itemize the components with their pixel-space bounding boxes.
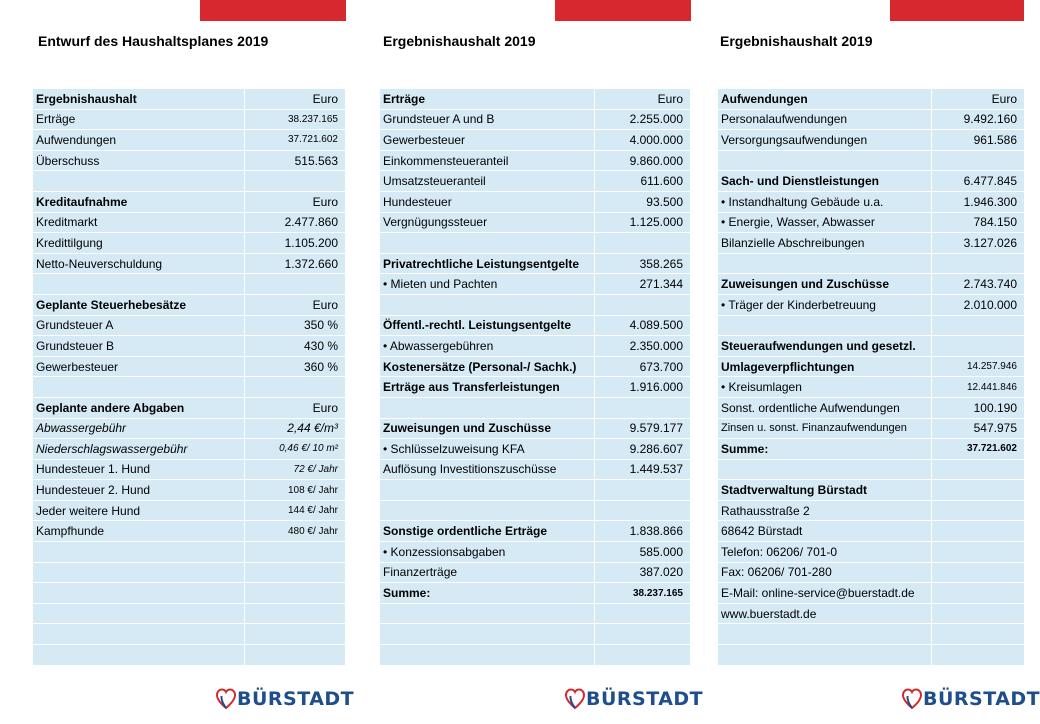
row-value: 547.975 [973, 421, 1017, 436]
table-row [33, 604, 345, 625]
table-row [33, 316, 345, 337]
table-row [380, 254, 690, 275]
table-row [718, 460, 1024, 481]
table-row [380, 604, 690, 625]
row-label [380, 501, 595, 521]
row-label: Versorgungsaufwendungen [718, 130, 932, 150]
row-value: 2.350.000 [629, 338, 683, 353]
row-label [718, 645, 932, 665]
table-row [380, 274, 690, 295]
row-value: 14.257.946 [966, 361, 1017, 373]
row-label: Gewerbesteuer [33, 357, 245, 377]
row-value: Euro [657, 91, 683, 106]
row-value: 9.579.177 [629, 421, 683, 436]
row-value: 38.237.165 [632, 587, 683, 599]
row-value: 2.743.740 [963, 277, 1017, 292]
row-value [595, 645, 690, 665]
row-value: 2.255.000 [629, 112, 683, 127]
row-label: 68642 Bürstadt [718, 521, 932, 541]
heart-logo-icon [902, 687, 922, 711]
table-row [33, 419, 345, 440]
row-label [33, 563, 245, 583]
row-value: Euro [312, 297, 338, 312]
table-row [718, 624, 1024, 645]
row-label: Summe: [718, 439, 932, 459]
table-row [380, 316, 690, 337]
row-label: Kostenersätze (Personal-/ Sachk.) [380, 357, 595, 377]
table-row [33, 480, 345, 501]
table-row [718, 563, 1024, 584]
row-value: 144 €/ Jahr [287, 505, 338, 517]
row-label: Geplante andere Abgaben [33, 398, 245, 418]
row-value [245, 377, 345, 397]
table-row [718, 542, 1024, 563]
row-value: 358.265 [639, 256, 683, 271]
row-value: 387.020 [639, 565, 683, 580]
table-row [33, 624, 345, 645]
row-label: Stadtverwaltung Bürstadt [718, 480, 932, 500]
row-value [245, 645, 345, 665]
row-value [932, 645, 1024, 665]
row-label [33, 583, 245, 603]
row-value: 611.600 [640, 174, 683, 189]
row-value: 961.586 [973, 132, 1017, 147]
row-label: Einkommensteueranteil [380, 151, 595, 171]
row-value: 1.372.660 [284, 256, 338, 271]
row-value: 784.150 [973, 215, 1017, 230]
table-row [33, 398, 345, 419]
row-label: Öffentl.-rechtl. Leistungsentgelte [380, 316, 595, 336]
table-row [33, 501, 345, 522]
row-label [33, 624, 245, 644]
row-label [33, 274, 245, 294]
table-row [718, 295, 1024, 316]
row-label: Erträge aus Transferleistungen [380, 377, 595, 397]
row-label: Umlageverpflichtungen [718, 357, 932, 377]
logo-buerstadt-right [902, 686, 1040, 712]
table-row [33, 357, 345, 378]
row-label: Aufwendungen [33, 130, 245, 150]
row-label: Zuweisungen und Zuschüsse [718, 274, 932, 294]
row-value [932, 583, 1024, 603]
table-row [718, 171, 1024, 192]
table-row [380, 151, 690, 172]
table-row [33, 583, 345, 604]
table-row [380, 110, 690, 131]
table-row [718, 213, 1024, 234]
table-row [718, 501, 1024, 522]
row-label: Grundsteuer B [33, 336, 245, 356]
row-label [380, 480, 595, 500]
table-row [380, 521, 690, 542]
row-label: Gewerbesteuer [380, 130, 595, 150]
row-value: 1.125.000 [629, 215, 683, 230]
table-row [380, 398, 690, 419]
row-value [245, 583, 345, 603]
row-value [932, 480, 1024, 500]
red-accent-bar-center [555, 0, 691, 21]
table-row [380, 357, 690, 378]
logo-buerstadt-left [216, 686, 354, 712]
row-label [380, 295, 595, 315]
row-label [718, 460, 932, 480]
row-label: Rathausstraße 2 [718, 501, 932, 521]
row-label: Sonstige ordentliche Erträge [380, 521, 595, 541]
row-label: Erträge [380, 89, 595, 109]
logo-wordmark: BÜRSTADT [923, 688, 1040, 710]
table-row [380, 213, 690, 234]
row-label: Summe: [380, 583, 595, 603]
row-label: Hundesteuer [380, 192, 595, 212]
row-value: 4.089.500 [629, 318, 683, 333]
table-row [718, 521, 1024, 542]
row-label [33, 542, 245, 562]
table-haushaltsplan [33, 89, 345, 665]
row-label [718, 151, 932, 171]
row-value: 673.700 [639, 359, 683, 374]
row-value [932, 254, 1024, 274]
row-label: Vergnügungssteuer [380, 213, 595, 233]
row-label: Umsatzsteueranteil [380, 171, 595, 191]
row-value [245, 274, 345, 294]
row-value: Euro [991, 91, 1017, 106]
row-label: Zinsen u. sonst. Finanzaufwendungen [718, 419, 932, 439]
row-value [595, 604, 690, 624]
row-value: 37.721.602 [287, 134, 338, 146]
row-value [932, 521, 1024, 541]
row-label: Privatrechtliche Leistungsentgelte [380, 254, 595, 274]
table-row [380, 295, 690, 316]
table-row [380, 377, 690, 398]
row-value: 9.492.160 [963, 112, 1017, 127]
row-label [718, 316, 932, 336]
row-value [245, 563, 345, 583]
row-label: Steueraufwendungen und gesetzl. [718, 336, 932, 356]
table-row [33, 645, 345, 666]
row-label: Jeder weitere Hund [33, 501, 245, 521]
row-label [718, 624, 932, 644]
row-label: Sonst. ordentliche Aufwendungen [718, 398, 932, 418]
table-row [33, 171, 345, 192]
row-label: Niederschlagswassergebühr [33, 439, 245, 459]
row-value: Euro [312, 91, 338, 106]
row-label: Hundesteuer 1. Hund [33, 460, 245, 480]
row-label: www.buerstadt.de [718, 604, 932, 624]
table-row [718, 357, 1024, 378]
row-value: 1.916.000 [629, 380, 683, 395]
row-value [932, 542, 1024, 562]
row-value: 72 €/ Jahr [293, 463, 338, 475]
row-label: • Schlüsselzuweisung KFA [380, 439, 595, 459]
row-value [932, 604, 1024, 624]
row-label: • Instandhaltung Gebäude u.a. [718, 192, 932, 212]
row-value: 430 % [303, 338, 338, 353]
row-value: 38.237.165 [287, 113, 338, 125]
table-row [380, 583, 690, 604]
row-label [33, 604, 245, 624]
row-value: 1.449.537 [629, 462, 683, 477]
row-value: Euro [312, 194, 338, 209]
row-label: Ergebnishaushalt [33, 89, 245, 109]
row-label [33, 171, 245, 191]
table-row [33, 233, 345, 254]
row-label: Personalaufwendungen [718, 110, 932, 130]
table-row [33, 563, 345, 584]
title-col2: Ergebnishaushalt 2019 [383, 33, 536, 49]
logo-buerstadt-center [565, 686, 703, 712]
red-accent-bar-right [890, 0, 1024, 21]
table-row [380, 192, 690, 213]
table-row [718, 192, 1024, 213]
table-row [718, 336, 1024, 357]
row-value: 12.441.846 [966, 381, 1017, 393]
table-row [718, 439, 1024, 460]
row-value [932, 624, 1024, 644]
row-value: 93.500 [646, 194, 683, 209]
logo-wordmark: BÜRSTADT [586, 688, 704, 710]
table-ertraege [380, 89, 690, 665]
row-label: • Energie, Wasser, Abwasser [718, 213, 932, 233]
row-label [380, 624, 595, 644]
table-row [718, 480, 1024, 501]
row-value: 0,46 €/ 10 m² [279, 443, 338, 455]
table-row [718, 645, 1024, 666]
row-label: Zuweisungen und Zuschüsse [380, 419, 595, 439]
table-row [718, 130, 1024, 151]
row-label: • Konzessionsabgaben [380, 542, 595, 562]
row-label: Kreditmarkt [33, 213, 245, 233]
row-value: 350 % [303, 318, 338, 333]
row-label: • Träger der Kinderbetreuung [718, 295, 932, 315]
table-row [718, 583, 1024, 604]
row-value [932, 316, 1024, 336]
row-value [245, 604, 345, 624]
table-row [718, 254, 1024, 275]
table-row [718, 89, 1024, 110]
row-label [380, 398, 595, 418]
row-value: 108 €/ Jahr [287, 484, 338, 496]
row-value: 1.946.300 [963, 194, 1017, 209]
row-label: Fax: 06206/ 701-280 [718, 563, 932, 583]
row-value: 515.563 [294, 153, 338, 168]
row-label: • Kreisumlagen [718, 377, 932, 397]
row-value [932, 151, 1024, 171]
row-value [245, 624, 345, 644]
row-label: Aufwendungen [718, 89, 932, 109]
row-value: 3.127.026 [963, 235, 1017, 250]
table-row [33, 542, 345, 563]
table-row [380, 130, 690, 151]
row-value: 360 % [303, 359, 338, 374]
table-row [718, 274, 1024, 295]
table-row [33, 110, 345, 131]
table-row [718, 377, 1024, 398]
table-row [380, 439, 690, 460]
row-value [595, 398, 690, 418]
row-value [932, 563, 1024, 583]
table-row [380, 542, 690, 563]
table-row [33, 192, 345, 213]
row-label: Abwassergebühr [33, 419, 245, 439]
table-aufwendungen [718, 89, 1024, 665]
row-label: Sach- und Dienstleistungen [718, 171, 932, 191]
table-row [380, 563, 690, 584]
table-row [33, 274, 345, 295]
row-label: Kredittilgung [33, 233, 245, 253]
row-value: 480 €/ Jahr [287, 525, 338, 537]
table-row [718, 398, 1024, 419]
table-row [33, 521, 345, 542]
row-value: Euro [312, 400, 338, 415]
table-row [718, 604, 1024, 625]
table-row [33, 130, 345, 151]
row-value [245, 171, 345, 191]
title-col1: Entwurf des Haushaltsplanes 2019 [38, 33, 269, 49]
row-label: Hundesteuer 2. Hund [33, 480, 245, 500]
row-label: E-Mail: online-service@buerstadt.de [718, 583, 932, 603]
row-value: 100.190 [973, 400, 1017, 415]
table-row [380, 336, 690, 357]
logo-wordmark: BÜRSTADT [237, 688, 355, 710]
table-row [33, 439, 345, 460]
table-row [33, 254, 345, 275]
row-label: Kreditaufnahme [33, 192, 245, 212]
row-label [33, 645, 245, 665]
table-row [33, 377, 345, 398]
row-value: 271.344 [639, 277, 683, 292]
heart-logo-icon [216, 687, 236, 711]
row-value [245, 542, 345, 562]
row-value [595, 501, 690, 521]
row-label: Erträge [33, 110, 245, 130]
table-row [33, 460, 345, 481]
row-value: 1.838.866 [629, 524, 683, 539]
table-row [380, 480, 690, 501]
red-accent-bar-left [200, 0, 346, 21]
table-row [718, 233, 1024, 254]
row-value: 9.860.000 [629, 153, 683, 168]
row-value: 37.721.602 [966, 443, 1017, 455]
row-label: Überschuss [33, 151, 245, 171]
row-label: • Mieten und Pachten [380, 274, 595, 294]
row-value [595, 295, 690, 315]
table-row [33, 295, 345, 316]
row-label: Auflösung Investitionszuschüsse [380, 460, 595, 480]
row-value: 4.000.000 [629, 132, 683, 147]
row-value [595, 480, 690, 500]
row-label: Grundsteuer A und B [380, 110, 595, 130]
row-label: Kampfhunde [33, 521, 245, 541]
table-row [380, 419, 690, 440]
row-value [595, 233, 690, 253]
row-label: • Abwassergebühren [380, 336, 595, 356]
row-label [380, 233, 595, 253]
table-row [380, 645, 690, 666]
table-row [718, 316, 1024, 337]
row-label: Finanzerträge [380, 563, 595, 583]
row-label: Telefon: 06206/ 701-0 [718, 542, 932, 562]
table-row [380, 233, 690, 254]
table-row [718, 151, 1024, 172]
table-row [33, 89, 345, 110]
row-label [380, 604, 595, 624]
table-row [33, 336, 345, 357]
table-row [33, 213, 345, 234]
row-value [932, 501, 1024, 521]
table-row [380, 171, 690, 192]
row-value [932, 460, 1024, 480]
table-row [718, 419, 1024, 440]
row-value [595, 624, 690, 644]
row-value: 1.105.200 [284, 235, 338, 250]
table-row [380, 460, 690, 481]
table-row [380, 501, 690, 522]
row-value: 6.477.845 [963, 174, 1017, 189]
row-value: 585.000 [639, 544, 683, 559]
row-label: Netto-Neuverschuldung [33, 254, 245, 274]
row-value: 2,44 €/m³ [287, 421, 338, 436]
table-row [380, 89, 690, 110]
row-label: Bilanzielle Abschreibungen [718, 233, 932, 253]
row-value: 2.010.000 [963, 297, 1017, 312]
row-value [932, 336, 1024, 356]
heart-logo-icon [565, 687, 585, 711]
title-col3: Ergebnishaushalt 2019 [720, 33, 873, 49]
row-label [380, 645, 595, 665]
table-row [380, 624, 690, 645]
row-value: 2.477.860 [284, 215, 338, 230]
row-label [33, 377, 245, 397]
row-label: Geplante Steuerhebesätze [33, 295, 245, 315]
table-row [718, 110, 1024, 131]
row-label: Grundsteuer A [33, 316, 245, 336]
table-row [33, 151, 345, 172]
row-label [718, 254, 932, 274]
row-value: 9.286.607 [629, 441, 683, 456]
